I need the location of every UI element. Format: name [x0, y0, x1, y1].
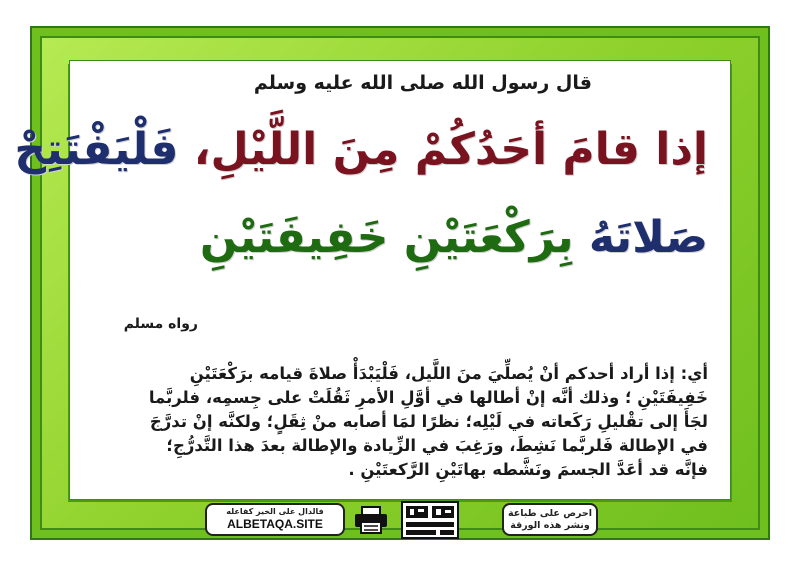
footer-site-link[interactable]: ALBETAQA.SITE — [227, 517, 323, 531]
hadith-line-1 — [14, 124, 708, 175]
hadith-line-2 — [88, 212, 708, 263]
footer-print-line-2: ونشر هذه الورقة — [510, 520, 590, 531]
explanation-line: فإنَّه قد أعَدَّ الجسمَ ونَشَّطه بهاتَيْنِ الرَّكعتَيْنِ . — [348, 460, 708, 479]
intro-text: قال رسول الله صلى الله عليه وسلم — [253, 72, 592, 94]
explanation-line: خَفِيفَتَيْنِ ؛ وذلك أنَّه إنْ أطالها في أوَّلِ الأمرِ ثَقُلَتْ على جِسمِه، فلربَّما — [148, 388, 708, 407]
footer-site-box[interactable] — [205, 503, 345, 536]
albetaqa-logo — [401, 501, 459, 539]
hadith-line-2-part-b: بِرَكْعَتَيْنِ خَفِيفَتَيْنِ — [199, 212, 574, 263]
explanation-line: لجَأَ إلى تقْليلِ رَكَعاته في لَيْلِه؛ نظرًا لمَا أصابه منْ ثِقَلٍ؛ ولكنَّه إنْ تدرَّجَ — [149, 412, 708, 431]
explanation-line: أي: إذا أراد أحدكم أنْ يُصلِّيَ منَ اللَّيل، فَلْيَبْدَأْ صلاةَ قيامه برَكْعَتَيْنِ — [189, 364, 708, 383]
footer-print-note — [502, 503, 598, 536]
hadith-line-1-part-b: فَلْيَفْتَتِحْ — [14, 124, 179, 175]
footer-bar — [205, 501, 598, 539]
explanation-line: في الإطالة فَلربَّما نَشِطَ، ورَغِبَ في الزِّيادة والإطالة بعدَ هذا التَّدرُّجِ؛ — [166, 436, 708, 455]
footer-slogan: فالدال على الخير كفاعله — [226, 507, 324, 516]
narrator-attribution: رواه مسلم — [123, 316, 198, 332]
hadith-line-2-part-a: صَلاتَهُ — [573, 212, 708, 263]
footer-print-line-1: احرص على طباعة — [507, 508, 593, 519]
printer-icon — [353, 505, 389, 535]
explanation-text — [88, 362, 708, 482]
hadith-line-1-part-a: إذا قامَ أحَدُكُمْ مِنَ اللَّيْلِ، — [178, 124, 708, 175]
